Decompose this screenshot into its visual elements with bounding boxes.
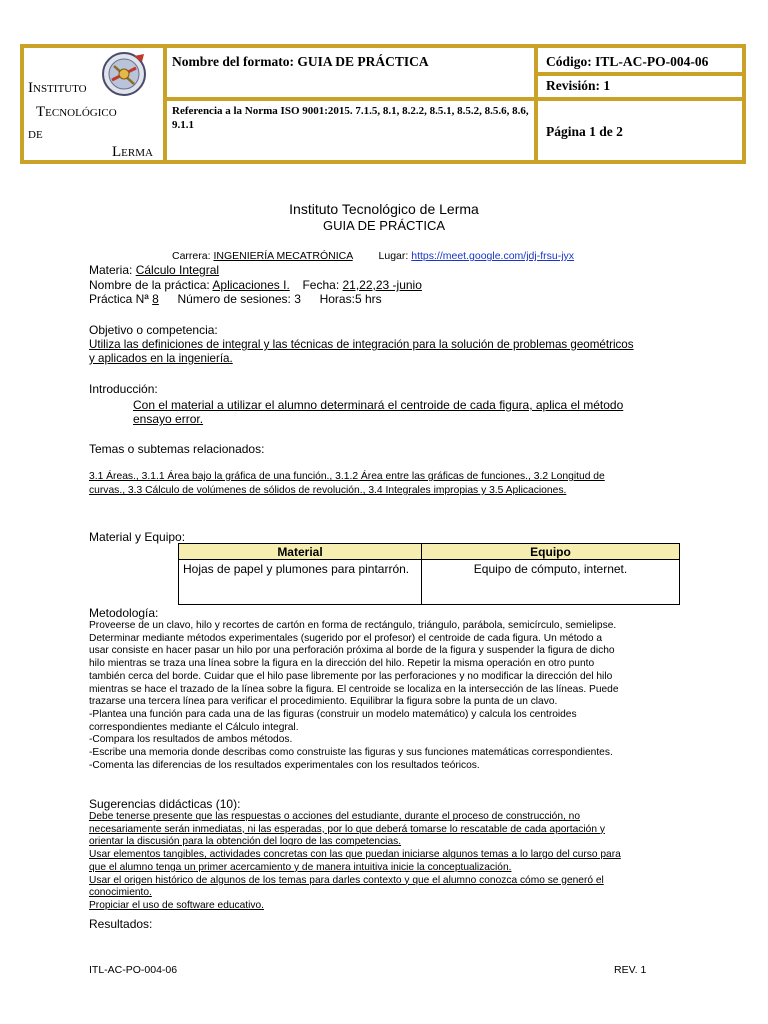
material-header: Material — [179, 544, 422, 560]
document-revision: Revisión: 1 — [546, 78, 611, 93]
practica-value: Aplicaciones I. — [212, 278, 290, 292]
horas: Horas:5 hrs — [319, 292, 382, 306]
metodologia-line: correspondientes mediante el Cálculo integral. — [89, 721, 299, 733]
header-row-divider-right — [534, 72, 746, 76]
header-divider-2 — [534, 44, 538, 164]
carrera-label: Carrera: — [172, 250, 214, 262]
metodologia-line: -Plantea una función para cada una de las figuras (construir un modelo matemático) y calcula los centroides — [89, 708, 577, 720]
sugerencias-line: orientar la discusión para la obtención del logro de las competencias. — [89, 836, 402, 848]
footer-code: ITL-AC-PO-004-06 — [89, 964, 178, 976]
resultados-label: Resultados: — [89, 917, 153, 931]
doc-subtitle: GUIA DE PRÁCTICA — [322, 218, 446, 233]
header-divider-1 — [163, 44, 167, 164]
page-number: Página 1 de 2 — [546, 124, 623, 139]
document-code: Código: ITL-AC-PO-004-06 — [546, 54, 709, 69]
institute-logo — [100, 50, 148, 98]
header-row-divider — [163, 97, 746, 101]
metodologia-line: -Escribe una memoria donde describas como construiste las figuras y sus funciones matemáticas correspondientes. — [89, 747, 613, 759]
temas-label: Temas o subtemas relacionados: — [89, 442, 265, 456]
lugar-label: Lugar: — [378, 250, 412, 262]
materia-line — [89, 263, 219, 277]
temas-line2: curvas., 3.3 Cálculo de volúmenes de sólidos de revolución., 3.4 Integrales impropias y 3.5 Aplicaciones. — [89, 485, 567, 496]
practica-line — [89, 278, 422, 292]
lugar-link[interactable]: https://meet.google.com/jdj-frsu-jyx — [411, 250, 575, 262]
sugerencias-line: necesariamente serán inmediatas, ni las esperadas, por lo que deberá tomarse lo rescatable de cada aportación y — [89, 823, 605, 835]
materia-label: Materia: — [89, 263, 136, 277]
doc-title: Instituto Tecnológico de Lerma — [289, 201, 479, 217]
numero-line — [89, 292, 382, 306]
numero-label: Práctica Nª — [89, 292, 153, 306]
metodologia-line: -Compara los resultados de ambos métodos. — [89, 734, 293, 746]
numero-value: 8 — [152, 292, 159, 306]
format-name: Nombre del formato: GUIA DE PRÁCTICA — [172, 54, 429, 69]
material-label: Material y Equipo: — [89, 530, 186, 544]
fecha-value: 21,22,23 -junio — [342, 278, 422, 292]
sugerencias-line: Debe tenerse presente que las respuestas o acciones del estudiante, durante el proceso de construcción, no — [89, 811, 581, 822]
sesiones: Número de sesiones: 3 — [177, 292, 301, 306]
intro-label: Introducción: — [89, 382, 158, 396]
footer-revision: REV. 1 — [614, 964, 647, 976]
practica-label: Nombre de la práctica: — [89, 278, 213, 292]
carrera-line — [172, 250, 574, 262]
metodologia-label: Metodología: — [89, 606, 159, 620]
institute-name-line2: Tecnológico — [36, 104, 117, 120]
sugerencias-line: conocimiento. — [89, 887, 152, 899]
institute-name-line4: Lerma — [112, 144, 153, 160]
material-value: Hojas de papel y plumones para pintarrón. — [179, 560, 422, 605]
sugerencias-label: Sugerencias didácticas (10): — [89, 797, 241, 811]
sugerencias-line: Usar el origen histórico de algunos de los temas para darles contexto y que el alumno conozca cómo se generó el — [89, 874, 604, 886]
metodologia-line: usar consiste en hacer pasar un hilo por una perforación próxima al borde de la figura y suspender la figura de dicho — [89, 645, 615, 657]
objetivo-label: Objetivo o competencia: — [89, 323, 218, 337]
objetivo-line2: y aplicados en la ingeniería. — [89, 352, 233, 365]
institute-name-line3: de — [28, 126, 43, 142]
carrera-value: INGENIERÍA MECATRÓNICA — [213, 250, 353, 262]
metodologia-text — [89, 620, 679, 772]
sugerencias-text — [89, 811, 679, 913]
intro-line1: Con el material a utilizar el alumno determinará el centroide de cada figura, aplica el método — [133, 398, 624, 412]
objetivo-line1: Utiliza las definiciones de integral y las técnicas de integración para la solución de problemas geométricos — [89, 338, 634, 351]
equipo-header: Equipo — [422, 544, 680, 560]
metodologia-line: mientras se hace el trazado de la línea sobre la figura. El centroide se localiza en la intersección de las líneas. Puede — [89, 683, 619, 695]
metodologia-line: hilo mientras se traza una línea sobre la figura en la dirección del hilo. Repetir la misma operación en otro punto — [89, 658, 595, 670]
sugerencias-line: Usar elementos tangibles, actividades concretas con las que puedan iniciarse algunos temas a lo largo del curso para — [89, 849, 621, 861]
intro-line2: ensayo error. — [133, 412, 204, 426]
metodologia-line: Proveerse de un clavo, hilo y recortes de cartón en forma de rectángulo, triángulo, parábola, semicírculo, semielipse. — [89, 620, 617, 631]
institute-logo-icon — [100, 50, 148, 98]
metodologia-line: Determinar mediante métodos experimentales (sugerido por el profesor) el centroide de cada figura. Un método a — [89, 632, 603, 644]
materia-value: Cálculo Integral — [135, 263, 220, 277]
metodologia-line: también cerca del borde. Cuidar que el hilo pase libremente por las perforaciones y no modificar la dirección del hilo — [89, 670, 613, 682]
sugerencias-line: Propiciar el uso de software educativo. — [89, 899, 264, 911]
metodologia-line: trazarse una tercera línea para verificar el procedimiento. Equilibrar la figura sobre la punta de un clavo. — [89, 696, 558, 708]
metodologia-line: -Comenta las diferencias de los resultados experimentales con los resultados teóricos. — [89, 759, 480, 771]
iso-reference: Referencia a la Norma ISO 9001:2015. 7.1.5, 8.1, 8.2.2, 8.5.1, 8.5.2, 8.5.6, 8.6, 9.1.1 — [172, 105, 529, 131]
sugerencias-line: que el alumno tenga un primer acercamiento y de manera intuitiva inicie la conceptualización. — [89, 861, 512, 873]
institute-name-line1: Instituto — [28, 80, 87, 96]
temas-line1: 3.1 Áreas., 3.1.1 Área bajo la gráfica de una función., 3.1.2 Área entre las gráficas de funciones., 3.2 Longitud de — [89, 471, 605, 482]
material-table — [178, 543, 680, 605]
equipo-value: Equipo de cómputo, internet. — [422, 560, 680, 605]
fecha-label: Fecha: — [302, 278, 343, 292]
